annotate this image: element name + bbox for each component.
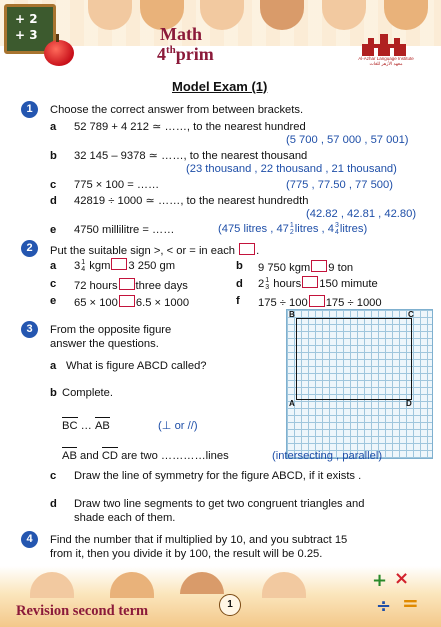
compare-item: 175 ÷ 100 175 ÷ 1000: [258, 297, 382, 309]
math-symbols-icon: [368, 566, 432, 622]
compare-item: 65 × 100 6.5 × 1000: [74, 297, 190, 309]
chalkboard-text: + 2: [15, 12, 38, 26]
rectangle-abcd: [296, 318, 412, 400]
page-number: 1: [219, 594, 241, 616]
exam-title: Model Exam (1): [172, 79, 268, 94]
answer-box[interactable]: [119, 295, 135, 307]
vertex-label: A: [289, 399, 295, 408]
question-prompt: Choose the correct answer from between brackets.: [50, 104, 304, 116]
item-choices: (5 700 , 57 000 , 57 001): [286, 134, 409, 146]
item-letter: c: [50, 470, 57, 482]
item-text: 4750 millilitre = ……: [74, 224, 175, 236]
compare-item: 2 1 3 hours 150 mimute: [258, 277, 378, 292]
question-prompt: answer the questions.: [50, 338, 159, 350]
item-choices: (23 thousand , 22 thousand , 21 thousand): [186, 163, 397, 175]
item-text: Draw the line of symmetry for the figure ABCD, if it exists .: [74, 470, 362, 482]
svg-text:÷: ÷: [376, 596, 392, 617]
question-number: 3: [21, 321, 38, 338]
item-letter: d: [236, 278, 243, 290]
item-letter: a: [50, 121, 57, 133]
svg-text:×: ×: [394, 568, 410, 589]
answer-box[interactable]: [309, 295, 325, 307]
question-prompt: Put the suitable sign >, < or = in each .: [50, 245, 260, 257]
answer-box[interactable]: [111, 258, 127, 270]
question-prompt: From the opposite figure: [50, 324, 172, 336]
item-text: 52 789 + 4 212 ≃ ……, to the nearest hundred: [74, 121, 306, 133]
item-letter: f: [236, 295, 240, 307]
item-letter: a: [50, 360, 57, 372]
footer-title: Revision second term: [16, 603, 149, 619]
item-text: What is figure ABCD called?: [66, 360, 207, 372]
item-letter: b: [50, 150, 57, 162]
question-text: from it, then you divide it by 100, the result will be 0.25.: [50, 548, 323, 560]
vertex-label: B: [289, 310, 295, 319]
item-text: 32 145 – 9378 ≃ ……, to the nearest thousand: [74, 150, 308, 162]
question-number: 4: [21, 531, 38, 548]
item-letter: a: [50, 260, 57, 272]
vertex-label: C: [408, 310, 414, 319]
svg-text:+: +: [372, 570, 388, 591]
item-letter: c: [50, 179, 57, 191]
question-number: 2: [21, 240, 38, 257]
compare-item: 72 hours three days: [74, 280, 188, 292]
item-text: shade each of them.: [74, 512, 176, 524]
grade-title: 4thprim: [157, 44, 214, 64]
item-letter: c: [50, 278, 57, 290]
complete-line-1: BC … AB: [62, 420, 110, 432]
compare-item: 9 750 kgm 9 ton: [258, 262, 354, 274]
item-choices: (intersecting , parallel): [272, 450, 383, 462]
vertex-label: D: [406, 399, 412, 408]
answer-box[interactable]: [239, 243, 255, 255]
item-letter: b: [50, 387, 57, 399]
answer-box[interactable]: [311, 260, 327, 272]
answer-box[interactable]: [119, 278, 135, 290]
item-text: Draw two line segments to get two congruent triangles and: [74, 498, 365, 510]
item-text: 775 × 100 = ……: [74, 179, 160, 191]
item-text: Complete.: [62, 387, 113, 399]
item-choices: (775 , 77.50 , 77 500): [286, 179, 393, 191]
item-choices: (⊥ or //): [158, 420, 198, 432]
item-letter: d: [50, 498, 57, 510]
answer-box[interactable]: [302, 276, 318, 288]
item-text: 42819 ÷ 1000 ≃ ……, to the nearest hundredth: [74, 195, 309, 207]
question-number: 1: [21, 101, 38, 118]
item-letter: e: [50, 295, 57, 307]
item-choices: (475 litres , 47 1 2 litres , 4 3 4 litres): [218, 222, 368, 236]
item-letter: e: [50, 224, 57, 236]
chalkboard-text: + 3: [15, 28, 38, 42]
svg-text:=: =: [402, 591, 419, 615]
compare-item: 3 1 4 kgm 3 250 gm: [74, 259, 176, 274]
item-letter: d: [50, 195, 57, 207]
item-letter: b: [236, 260, 243, 272]
apple-icon: [44, 40, 74, 66]
institute-name: Al-Azhar Language Institute معهد الأزهر للغات: [358, 56, 414, 66]
institute-logo: [360, 34, 408, 56]
complete-line-2: AB and CD are two …………lines: [62, 450, 229, 462]
question-text: Find the number that if multiplied by 10, and you subtract 15: [50, 534, 348, 546]
subject-title: Math: [160, 24, 202, 44]
item-choices: (42.82 , 42.81 , 42.80): [306, 208, 417, 220]
